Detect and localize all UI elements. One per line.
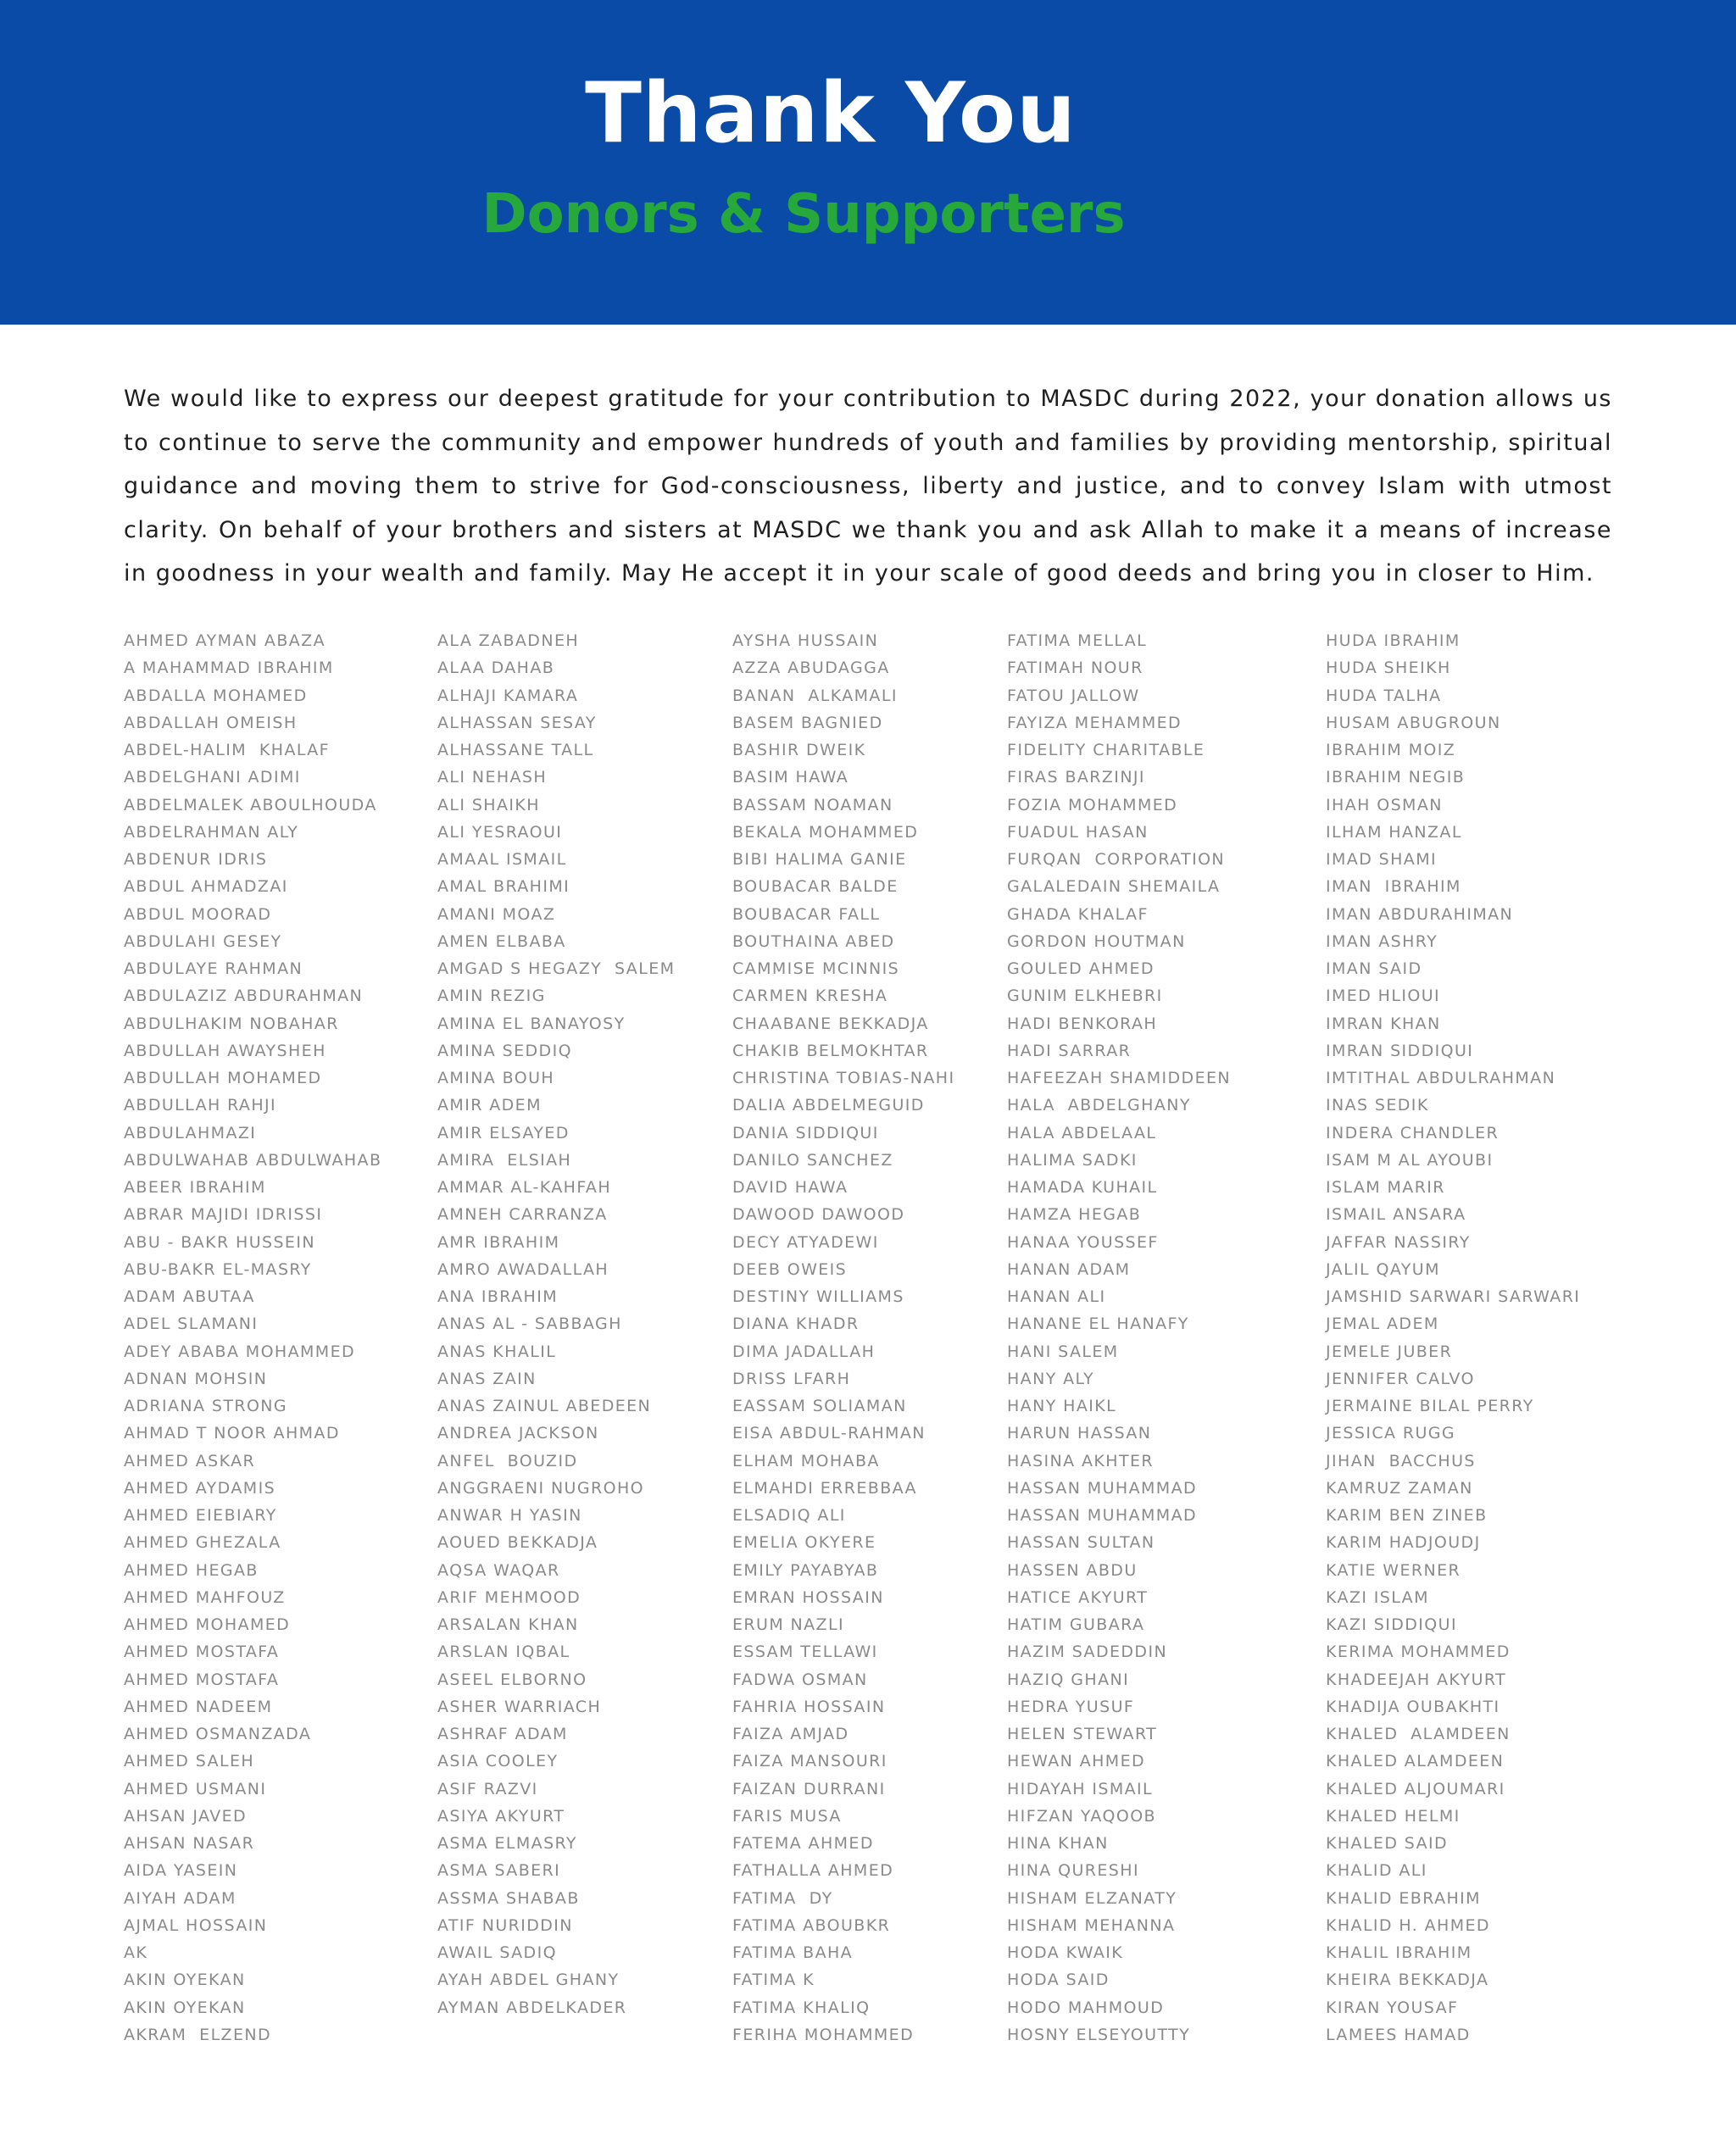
- donor-name: DAWOOD DAWOOD: [732, 1205, 905, 1225]
- donor-name: ANWAR H YASIN: [437, 1506, 582, 1525]
- donor-name: HINA KHAN: [1007, 1834, 1109, 1853]
- donor-name: GALALEDAIN SHEMAILA: [1007, 877, 1221, 897]
- donor-name: LAMEES HAMAD: [1326, 2025, 1471, 2044]
- donor-name: AMINA SEDDIQ: [437, 1041, 572, 1060]
- donor-name: ABDULAHI GESEY: [124, 931, 282, 951]
- donor-name: IMAN ABDURAHIMAN: [1326, 904, 1514, 924]
- donor-name: AK: [124, 1943, 148, 1962]
- donor-name: JESSICA RUGG: [1326, 1424, 1455, 1443]
- donor-name: IMTITHAL ABDULRAHMAN: [1326, 1069, 1556, 1087]
- donor-name: ANAS KHALIL: [437, 1342, 557, 1361]
- page-subtitle: Donors & Supporters: [481, 183, 1126, 246]
- donor-name: KHALID H. AHMED: [1326, 1915, 1490, 1935]
- donor-name: HASSAN MUHAMMAD: [1007, 1506, 1198, 1525]
- donor-name: HALA ABDELAAL: [1007, 1123, 1157, 1142]
- donor-name: KHADIJA OUBAKHTI: [1326, 1697, 1500, 1716]
- donor-name: ABDULHAKIM NOBAHAR: [124, 1014, 339, 1033]
- donor-name: KAZI ISLAM: [1326, 1587, 1429, 1607]
- donor-name: HANANE EL HANAFY: [1007, 1315, 1189, 1334]
- donor-name: EMELIA OKYERE: [732, 1533, 876, 1553]
- donor-name: ASHER WARRIACH: [437, 1697, 602, 1716]
- donor-name: AMINA BOUH: [437, 1069, 555, 1087]
- donor-name: HISHAM ELZANATY: [1007, 1888, 1177, 1908]
- donor-name: BIBI HALIMA GANIE: [732, 850, 907, 869]
- donor-name: A MAHAMMAD IBRAHIM: [124, 659, 334, 678]
- donor-name: DEEB OWEIS: [732, 1259, 848, 1279]
- donor-name: CHAKIB BELMOKHTAR: [732, 1041, 929, 1060]
- donor-name: HADI SARRAR: [1007, 1041, 1132, 1060]
- donor-name: AHMED HEGAB: [124, 1560, 259, 1580]
- donor-name: AMNEH CARRANZA: [437, 1205, 608, 1225]
- intro-paragraph: We would like to express our deepest gratitude for your contribution to MASDC during 2022, your donation allows us to continue to serve the community and empower hundreds of youth and families by providing mentorship, spiritual guidance and moving them to strive for God-consciousness, liberty and justice, and to convey Islam with utmost clarity. On behalf of your brothers and sisters at MASDC we thank you and ask Allah to make it a means of increase in goodness in your wealth and family. May He accept it in your scale of good deeds and bring you in closer to Him.: [124, 386, 1612, 587]
- donor-name: AIYAH ADAM: [124, 1888, 236, 1908]
- donor-name: AOUED BEKKADJA: [437, 1533, 598, 1553]
- donor-name: FAYIZA MEHAMMED: [1007, 713, 1182, 732]
- donor-name: HOSNY ELSEYOUTTY: [1007, 2025, 1191, 2044]
- donor-name: ABDULLAH MOHAMED: [124, 1069, 322, 1087]
- donor-name: ALHASSANE TALL: [437, 741, 594, 759]
- donor-name: FATOU JALLOW: [1007, 686, 1140, 705]
- donor-name: KARIM HADJOUDJ: [1326, 1533, 1481, 1553]
- donor-name: FIRAS BARZINJI: [1007, 768, 1145, 787]
- donor-name: CAMMISE MCINNIS: [732, 959, 900, 978]
- page-title: Thank You: [585, 65, 1077, 162]
- donor-name: AHMED OSMANZADA: [124, 1725, 312, 1743]
- donor-name: AHMED MOSTAFA: [124, 1670, 280, 1689]
- donor-name: FATIMAH NOUR: [1007, 659, 1143, 678]
- donor-name: ANAS AL - SABBAGH: [437, 1315, 622, 1334]
- donor-name: KHALID ALI: [1326, 1861, 1427, 1881]
- donor-name: AHMED AYDAMIS: [124, 1478, 276, 1498]
- donor-name: EASSAM SOLIAMAN: [732, 1397, 907, 1415]
- donor-name: AKRAM ELZEND: [124, 2025, 272, 2044]
- donor-name: ASIF RAZVI: [437, 1779, 538, 1798]
- donor-name: HANY HAIKL: [1007, 1397, 1117, 1415]
- donor-name: ELMAHDI ERREBBAA: [732, 1478, 917, 1498]
- donor-name: BASEM BAGNIED: [732, 713, 883, 732]
- donor-name: IMAN IBRAHIM: [1326, 877, 1461, 897]
- donor-name: ABDULAHMAZI: [124, 1123, 257, 1142]
- donor-name: FATIMA KHALIQ: [732, 1998, 871, 2017]
- donor-name: KHALID EBRAHIM: [1326, 1888, 1481, 1908]
- donor-name: HODA KWAIK: [1007, 1943, 1124, 1962]
- donor-name: FAIZA AMJAD: [732, 1725, 849, 1743]
- donor-name: AJMAL HOSSAIN: [124, 1915, 268, 1935]
- donor-column-2: [437, 627, 675, 2021]
- donor-name: AHMED AYMAN ABAZA: [124, 631, 326, 650]
- donor-name: AHMAD T NOOR AHMAD: [124, 1424, 340, 1443]
- donor-name: KARIM BEN ZINEB: [1326, 1506, 1488, 1525]
- donor-name: ABDELMALEK ABOULHOUDA: [124, 795, 377, 814]
- donor-name: AMIRA ELSIAH: [437, 1150, 572, 1170]
- donor-name: DECY ATYADEWI: [732, 1232, 879, 1252]
- donor-name: KHEIRA BEKKADJA: [1326, 1971, 1489, 1990]
- donor-name: KAZI SIDDIQUI: [1326, 1615, 1457, 1634]
- donor-name: ALAA DAHAB: [437, 659, 555, 678]
- donor-name: ANAS ZAINUL ABEDEEN: [437, 1397, 652, 1415]
- donor-name: FATIMA ABOUBKR: [732, 1915, 891, 1935]
- donor-name: IMAN SAID: [1326, 959, 1422, 978]
- donor-name: ABDALLAH OMEISH: [124, 713, 298, 732]
- donor-name: IMAD SHAMI: [1326, 850, 1438, 869]
- donor-name: FOZIA MOHAMMED: [1007, 795, 1178, 814]
- donor-name: AMRO AWADALLAH: [437, 1259, 609, 1279]
- donor-name: ABDALLA MOHAMED: [124, 686, 308, 705]
- donor-name: IHAH OSMAN: [1326, 795, 1443, 814]
- donor-name: HANAN ALI: [1007, 1287, 1106, 1306]
- donor-name: ABDUL AHMADZAI: [124, 877, 288, 897]
- donor-name: AHMED SALEH: [124, 1752, 255, 1771]
- donor-name: ABDULAYE RAHMAN: [124, 959, 303, 978]
- donor-name: AMMAR AL-KAHFAH: [437, 1178, 612, 1197]
- donor-name: DIMA JADALLAH: [732, 1342, 876, 1361]
- donor-name: AMIR ELSAYED: [437, 1123, 570, 1142]
- donor-name: HASSEN ABDU: [1007, 1560, 1138, 1580]
- donor-name: HUSAM ABUGROUN: [1326, 713, 1501, 732]
- donor-name: ALA ZABADNEH: [437, 631, 580, 650]
- donor-name: ADNAN MOHSIN: [124, 1369, 268, 1388]
- donor-name: AMEN ELBABA: [437, 931, 566, 951]
- donor-name: AWAIL SADIQ: [437, 1943, 557, 1962]
- donor-name: AMINA EL BANAYOSY: [437, 1014, 626, 1033]
- donor-name: DANIA SIDDIQUI: [732, 1123, 879, 1142]
- donor-name: DANILO SANCHEZ: [732, 1150, 893, 1170]
- donor-name: IBRAHIM MOIZ: [1326, 741, 1456, 759]
- donor-name: ASMA SABERI: [437, 1861, 561, 1881]
- donor-name: EISA ABDUL-RAHMAN: [732, 1424, 926, 1443]
- donor-name: ANFEL BOUZID: [437, 1451, 578, 1470]
- donor-name: ERUM NAZLI: [732, 1615, 844, 1634]
- donor-name: HARUN HASSAN: [1007, 1424, 1152, 1443]
- donor-name: BASHIR DWEIK: [732, 741, 866, 759]
- donor-name: AHMED MOSTAFA: [124, 1643, 280, 1662]
- donor-name: ABDULLAH RAHJI: [124, 1096, 277, 1115]
- donor-name: BEKALA MOHAMMED: [732, 822, 919, 842]
- donor-name: FATIMA MELLAL: [1007, 631, 1148, 650]
- donor-name: HUDA SHEIKH: [1326, 659, 1451, 678]
- donor-name: HANAA YOUSSEF: [1007, 1232, 1159, 1252]
- donor-name: ISAM M AL AYOUBI: [1326, 1150, 1494, 1170]
- donor-name: ARSLAN IQBAL: [437, 1643, 570, 1662]
- donor-name: CHAABANE BEKKADJA: [732, 1014, 929, 1033]
- donor-name: ADRIANA STRONG: [124, 1397, 288, 1415]
- donor-name: DESTINY WILLIAMS: [732, 1287, 904, 1306]
- donor-name: ABU - BAKR HUSSEIN: [124, 1232, 315, 1252]
- donor-name: FATEMA AHMED: [732, 1834, 874, 1853]
- donor-name: ANDREA JACKSON: [437, 1424, 599, 1443]
- donor-name: ALI YESRAOUI: [437, 822, 563, 842]
- donor-name: HASSAN MUHAMMAD: [1007, 1478, 1198, 1498]
- donor-name: FAIZAN DURRANI: [732, 1779, 886, 1798]
- donor-name: FIDELITY CHARITABLE: [1007, 741, 1205, 759]
- donor-name: AHSAN JAVED: [124, 1806, 248, 1826]
- donor-name: ADEY ABABA MOHAMMED: [124, 1342, 356, 1361]
- donor-name: DRISS LFARH: [732, 1369, 851, 1388]
- donor-name: KERIMA MOHAMMED: [1326, 1643, 1511, 1662]
- donor-name: HANI SALEM: [1007, 1342, 1119, 1361]
- donor-name: BASSAM NOAMAN: [732, 795, 893, 814]
- donor-name: HUDA TALHA: [1326, 686, 1442, 705]
- donor-name: FERIHA MOHAMMED: [732, 2025, 915, 2044]
- donor-name: HADI BENKORAH: [1007, 1014, 1158, 1033]
- donor-name: KHALED HELMI: [1326, 1806, 1461, 1826]
- donor-name: IMRAN KHAN: [1326, 1014, 1441, 1033]
- donor-name: GOULED AHMED: [1007, 959, 1155, 978]
- donor-name: ABEER IBRAHIM: [124, 1178, 266, 1197]
- donor-name: BASIM HAWA: [732, 768, 849, 787]
- donor-name: JAMSHID SARWARI SARWARI: [1326, 1287, 1581, 1306]
- donor-name: ISMAIL ANSARA: [1326, 1205, 1466, 1225]
- donor-name: ABRAR MAJIDI IDRISSI: [124, 1205, 323, 1225]
- donor-column-5: [1326, 627, 1580, 2048]
- donor-name: HAMADA KUHAIL: [1007, 1178, 1158, 1197]
- donor-name: HATICE AKYURT: [1007, 1587, 1149, 1607]
- donor-name: ASEEL ELBORNO: [437, 1670, 587, 1689]
- donor-name: JEMELE JUBER: [1326, 1342, 1453, 1361]
- donor-name: JERMAINE BILAL PERRY: [1326, 1397, 1534, 1415]
- donor-name: HIDAYAH ISMAIL: [1007, 1779, 1154, 1798]
- donor-name: IMAN ASHRY: [1326, 931, 1438, 951]
- donor-name: FARIS MUSA: [732, 1806, 842, 1826]
- donor-name: GHADA KHALAF: [1007, 904, 1149, 924]
- donor-name: AKIN OYEKAN: [124, 1971, 246, 1990]
- donor-name: ASIYA AKYURT: [437, 1806, 565, 1826]
- donor-name: ALHAJI KAMARA: [437, 686, 579, 705]
- donor-name: FATIMA BAHA: [732, 1943, 854, 1962]
- donor-name: ASHRAF ADAM: [437, 1725, 568, 1743]
- donor-column-1: [124, 627, 381, 2048]
- donor-name: AHMED MOHAMED: [124, 1615, 291, 1634]
- donor-name: ABDULWAHAB ABDULWAHAB: [124, 1150, 382, 1170]
- donor-name: FUADUL HASAN: [1007, 822, 1149, 842]
- donor-name: FATIMA K: [732, 1971, 815, 1990]
- donor-name: KHALIL IBRAHIM: [1326, 1943, 1472, 1962]
- donor-name: CHRISTINA TOBIAS-NAHI: [732, 1069, 955, 1087]
- donor-name: KHADEEJAH AKYURT: [1326, 1670, 1507, 1689]
- donor-name: HASSAN SULTAN: [1007, 1533, 1155, 1553]
- donor-name: ELHAM MOHABA: [732, 1451, 880, 1470]
- donor-name: ARIF MEHMOOD: [437, 1587, 581, 1607]
- donor-name: CARMEN KRESHA: [732, 987, 888, 1006]
- donor-name: AMR IBRAHIM: [437, 1232, 560, 1252]
- donor-name: ABDUL MOORAD: [124, 904, 272, 924]
- donor-name: ABDULAZIZ ABDURAHMAN: [124, 987, 364, 1006]
- donor-name: FATHALLA AHMED: [732, 1861, 894, 1881]
- donor-name: ABDEL-HALIM KHALAF: [124, 741, 331, 759]
- donor-name: AZZA ABUDAGGA: [732, 659, 890, 678]
- donor-name: HEWAN AHMED: [1007, 1752, 1146, 1771]
- donor-name: HODO MAHMOUD: [1007, 1998, 1165, 2017]
- donor-name: INDERA CHANDLER: [1326, 1123, 1500, 1142]
- donor-name: BOUTHAINA ABED: [732, 931, 895, 951]
- donor-name: BANAN ALKAMALI: [732, 686, 898, 705]
- donor-name: AHMED MAHFOUZ: [124, 1587, 286, 1607]
- donor-name: ALI NEHASH: [437, 768, 548, 787]
- donor-name: KHALED ALAMDEEN: [1326, 1725, 1511, 1743]
- donor-name: JIHAN BACCHUS: [1326, 1451, 1476, 1470]
- donor-name: AYSHA HUSSAIN: [732, 631, 879, 650]
- donor-name: FURQAN CORPORATION: [1007, 850, 1226, 869]
- donor-name: ANA IBRAHIM: [437, 1287, 558, 1306]
- donor-name: KHALED SAID: [1326, 1834, 1449, 1853]
- donor-name: ASIA COOLEY: [437, 1752, 559, 1771]
- donor-column-4: [1007, 627, 1231, 2048]
- donor-name: AHMED EIEBIARY: [124, 1506, 277, 1525]
- donor-name: HIFZAN YAQOOB: [1007, 1806, 1156, 1826]
- donor-name: HALA ABDELGHANY: [1007, 1096, 1191, 1115]
- donor-name: AMIR ADEM: [437, 1096, 542, 1115]
- donor-name: HISHAM MEHANNA: [1007, 1915, 1176, 1935]
- donor-name: HODA SAID: [1007, 1971, 1110, 1990]
- donor-name: EMRAN HOSSAIN: [732, 1587, 884, 1607]
- donor-name: KHALED ALAMDEEN: [1326, 1752, 1505, 1771]
- donor-name: JAFFAR NASSIRY: [1326, 1232, 1471, 1252]
- donor-name: AHMED NADEEM: [124, 1697, 273, 1716]
- donor-name: AHMED USMANI: [124, 1779, 267, 1798]
- donor-name: ADAM ABUTAA: [124, 1287, 255, 1306]
- donor-name: ADEL SLAMANI: [124, 1315, 259, 1334]
- donor-name: AHSAN NASAR: [124, 1834, 255, 1853]
- donor-name: FATIMA DY: [732, 1888, 833, 1908]
- donor-name: HANY ALY: [1007, 1369, 1095, 1388]
- donor-name: ARSALAN KHAN: [437, 1615, 579, 1634]
- donor-name: AMGAD S HEGAZY SALEM: [437, 959, 676, 978]
- donor-name: DALIA ABDELMEGUID: [732, 1096, 925, 1115]
- donor-name: GUNIM ELKHEBRI: [1007, 987, 1163, 1006]
- donor-name: GORDON HOUTMAN: [1007, 931, 1186, 951]
- donor-name: AHMED ASKAR: [124, 1451, 256, 1470]
- donor-name: ABDENUR IDRIS: [124, 850, 268, 869]
- donor-name: ABU-BAKR EL-MASRY: [124, 1259, 312, 1279]
- donor-name: ANGGRAENI NUGROHO: [437, 1478, 644, 1498]
- donor-name: AIDA YASEIN: [124, 1861, 238, 1881]
- donor-name: ABDELGHANI ADIMI: [124, 768, 301, 787]
- donor-name: HAFEEZAH SHAMIDDEEN: [1007, 1069, 1231, 1087]
- donor-name: AHMED GHEZALA: [124, 1533, 281, 1553]
- donor-name: ABDELRAHMAN ALY: [124, 822, 299, 842]
- donor-name: ALHASSAN SESAY: [437, 713, 597, 732]
- donor-name: KAMRUZ ZAMAN: [1326, 1478, 1473, 1498]
- donor-name: AMAAL ISMAIL: [437, 850, 567, 869]
- donor-name: HASINA AKHTER: [1007, 1451, 1154, 1470]
- donor-name: FADWA OSMAN: [732, 1670, 868, 1689]
- donor-name: ELSADIQ ALI: [732, 1506, 846, 1525]
- donor-name: JENNIFER CALVO: [1326, 1369, 1475, 1388]
- donor-name: JEMAL ADEM: [1326, 1315, 1439, 1334]
- donor-name: ASMA ELMASRY: [437, 1834, 577, 1853]
- donor-name: DIANA KHADR: [732, 1315, 860, 1334]
- donor-name: AYAH ABDEL GHANY: [437, 1971, 620, 1990]
- donor-name: IMED HLIOUI: [1326, 987, 1441, 1006]
- donor-name: HAZIQ GHANI: [1007, 1670, 1130, 1689]
- donor-name: AYMAN ABDELKADER: [437, 1998, 627, 2017]
- donor-name: ISLAM MARIR: [1326, 1178, 1445, 1197]
- donor-name: KHALED ALJOUMARI: [1326, 1779, 1505, 1798]
- donor-name: ASSMA SHABAB: [437, 1888, 580, 1908]
- donor-list: [0, 627, 1736, 2051]
- donor-name: BOUBACAR FALL: [732, 904, 881, 924]
- donor-name: JALIL QAYUM: [1326, 1259, 1440, 1279]
- donor-name: HAZIM SADEDDIN: [1007, 1643, 1168, 1662]
- donor-name: HAMZA HEGAB: [1007, 1205, 1142, 1225]
- donor-name: KIRAN YOUSAF: [1326, 1998, 1459, 2017]
- donor-name: HALIMA SADKI: [1007, 1150, 1138, 1170]
- donor-name: AQSA WAQAR: [437, 1560, 560, 1580]
- donor-name: AMIN REZIG: [437, 987, 546, 1006]
- donor-name: HUDA IBRAHIM: [1326, 631, 1461, 650]
- donor-name: ALI SHAIKH: [437, 795, 540, 814]
- donor-name: IBRAHIM NEGIB: [1326, 768, 1466, 787]
- donor-name: EMILY PAYABYAB: [732, 1560, 879, 1580]
- donor-name: INAS SEDIK: [1326, 1096, 1429, 1115]
- donor-name: KATIE WERNER: [1326, 1560, 1461, 1580]
- donor-column-3: [732, 627, 955, 2048]
- donor-name: AMANI MOAZ: [437, 904, 556, 924]
- donor-name: FAIZA MANSOURI: [732, 1752, 887, 1771]
- donor-name: ANAS ZAIN: [437, 1369, 537, 1388]
- donor-name: HEDRA YUSUF: [1007, 1697, 1135, 1716]
- donor-name: AKIN OYEKAN: [124, 1998, 246, 2017]
- donor-name: HINA QURESHI: [1007, 1861, 1139, 1881]
- header-banner: [0, 0, 1736, 325]
- donor-name: AMAL BRAHIMI: [437, 877, 570, 897]
- donor-name: HATIM GUBARA: [1007, 1615, 1145, 1634]
- donor-name: FAHRIA HOSSAIN: [732, 1697, 886, 1716]
- donor-name: ABDULLAH AWAYSHEH: [124, 1041, 326, 1060]
- donor-name: ATIF NURIDDIN: [437, 1915, 573, 1935]
- donor-name: DAVID HAWA: [732, 1178, 849, 1197]
- donor-name: HANAN ADAM: [1007, 1259, 1131, 1279]
- donor-name: ESSAM TELLAWI: [732, 1643, 878, 1662]
- donor-name: BOUBACAR BALDE: [732, 877, 899, 897]
- donor-name: HELEN STEWART: [1007, 1725, 1158, 1743]
- donor-name: IMRAN SIDDIQUI: [1326, 1041, 1474, 1060]
- donor-name: ILHAM HANZAL: [1326, 822, 1462, 842]
